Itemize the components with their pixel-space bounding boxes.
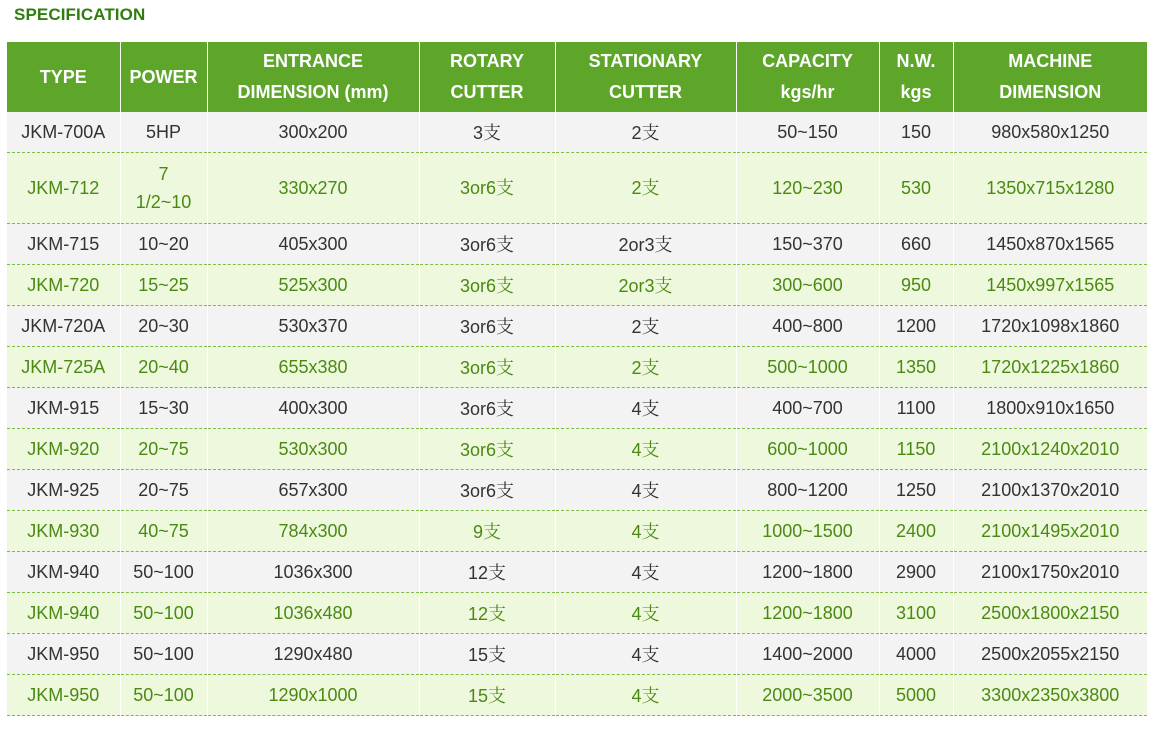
cell-entrance-dimension: 657x300 <box>207 470 419 511</box>
cell-machine-dimension: 980x580x1250 <box>953 112 1147 153</box>
table-row <box>7 593 1147 634</box>
cell-stationary-cutter: 2支 <box>555 112 736 153</box>
cell-machine-dimension: 2500x2055x2150 <box>953 634 1147 675</box>
header-row <box>7 42 1147 112</box>
cell-rotary-cutter: 3or6支 <box>419 306 555 347</box>
cell-rotary-cutter: 3or6支 <box>419 153 555 224</box>
cell-machine-dimension: 2100x1240x2010 <box>953 429 1147 470</box>
cell-capacity: 800~1200 <box>736 470 879 511</box>
cell-stationary-cutter: 4支 <box>555 470 736 511</box>
cell-entrance-dimension: 530x370 <box>207 306 419 347</box>
cell-rotary-cutter: 3or6支 <box>419 265 555 306</box>
table-row <box>7 675 1147 716</box>
table-row <box>7 388 1147 429</box>
cell-net-weight: 1150 <box>879 429 953 470</box>
cell-rotary-cutter: 3or6支 <box>419 429 555 470</box>
cell-rotary-cutter: 12支 <box>419 593 555 634</box>
cell-net-weight: 2400 <box>879 511 953 552</box>
cell-rotary-cutter: 3or6支 <box>419 347 555 388</box>
cell-stationary-cutter: 2支 <box>555 306 736 347</box>
table-row <box>7 429 1147 470</box>
cell-capacity: 50~150 <box>736 112 879 153</box>
cell-machine-dimension: 2100x1370x2010 <box>953 470 1147 511</box>
table-row <box>7 306 1147 347</box>
cell-stationary-cutter: 2支 <box>555 153 736 224</box>
cell-capacity: 1200~1800 <box>736 552 879 593</box>
specification-table <box>7 42 1147 716</box>
cell-machine-dimension: 1350x715x1280 <box>953 153 1147 224</box>
header-capacity: CAPACITY kgs/hr <box>736 42 879 112</box>
cell-entrance-dimension: 1290x1000 <box>207 675 419 716</box>
cell-type: JKM-725A <box>7 347 120 388</box>
table-row <box>7 224 1147 265</box>
cell-power: 20~40 <box>120 347 207 388</box>
header-stationary-cutter: STATIONARY CUTTER <box>555 42 736 112</box>
cell-machine-dimension: 1720x1098x1860 <box>953 306 1147 347</box>
cell-rotary-cutter: 9支 <box>419 511 555 552</box>
cell-power: 50~100 <box>120 675 207 716</box>
cell-stationary-cutter: 4支 <box>555 511 736 552</box>
cell-capacity: 300~600 <box>736 265 879 306</box>
cell-power: 5HP <box>120 112 207 153</box>
page-title: SPECIFICATION <box>14 5 146 24</box>
cell-capacity: 1400~2000 <box>736 634 879 675</box>
cell-net-weight: 5000 <box>879 675 953 716</box>
cell-net-weight: 530 <box>879 153 953 224</box>
header-rotary-cutter: ROTARY CUTTER <box>419 42 555 112</box>
cell-net-weight: 3100 <box>879 593 953 634</box>
cell-capacity: 1200~1800 <box>736 593 879 634</box>
cell-rotary-cutter: 3支 <box>419 112 555 153</box>
table-body <box>7 112 1147 716</box>
cell-stationary-cutter: 4支 <box>555 634 736 675</box>
cell-type: JKM-940 <box>7 552 120 593</box>
cell-type: JKM-915 <box>7 388 120 429</box>
cell-rotary-cutter: 15支 <box>419 675 555 716</box>
cell-entrance-dimension: 530x300 <box>207 429 419 470</box>
header-power: POWER <box>120 42 207 112</box>
table-row <box>7 112 1147 153</box>
cell-rotary-cutter: 3or6支 <box>419 224 555 265</box>
cell-power: 15~25 <box>120 265 207 306</box>
cell-stationary-cutter: 4支 <box>555 552 736 593</box>
cell-net-weight: 1350 <box>879 347 953 388</box>
cell-power: 50~100 <box>120 552 207 593</box>
table-row <box>7 511 1147 552</box>
cell-machine-dimension: 2100x1750x2010 <box>953 552 1147 593</box>
cell-type: JKM-920 <box>7 429 120 470</box>
cell-machine-dimension: 1450x997x1565 <box>953 265 1147 306</box>
cell-net-weight: 1100 <box>879 388 953 429</box>
cell-entrance-dimension: 1036x480 <box>207 593 419 634</box>
cell-machine-dimension: 1450x870x1565 <box>953 224 1147 265</box>
cell-power: 20~30 <box>120 306 207 347</box>
cell-entrance-dimension: 330x270 <box>207 153 419 224</box>
cell-power: 10~20 <box>120 224 207 265</box>
cell-type: JKM-930 <box>7 511 120 552</box>
cell-power: 40~75 <box>120 511 207 552</box>
table-row <box>7 347 1147 388</box>
cell-net-weight: 1250 <box>879 470 953 511</box>
cell-net-weight: 4000 <box>879 634 953 675</box>
cell-stationary-cutter: 4支 <box>555 429 736 470</box>
cell-stationary-cutter: 2or3支 <box>555 224 736 265</box>
header-entrance-dimension: ENTRANCE DIMENSION (mm) <box>207 42 419 112</box>
table-row <box>7 265 1147 306</box>
cell-stationary-cutter: 2支 <box>555 347 736 388</box>
cell-entrance-dimension: 525x300 <box>207 265 419 306</box>
cell-capacity: 1000~1500 <box>736 511 879 552</box>
cell-type: JKM-700A <box>7 112 120 153</box>
cell-capacity: 2000~3500 <box>736 675 879 716</box>
cell-type: JKM-712 <box>7 153 120 224</box>
cell-machine-dimension: 3300x2350x3800 <box>953 675 1147 716</box>
cell-power: 7 1/2~10 <box>120 153 207 224</box>
cell-entrance-dimension: 300x200 <box>207 112 419 153</box>
table-row <box>7 634 1147 675</box>
cell-power: 50~100 <box>120 593 207 634</box>
cell-rotary-cutter: 3or6支 <box>419 388 555 429</box>
cell-entrance-dimension: 1036x300 <box>207 552 419 593</box>
cell-type: JKM-720A <box>7 306 120 347</box>
cell-power: 50~100 <box>120 634 207 675</box>
cell-rotary-cutter: 15支 <box>419 634 555 675</box>
cell-net-weight: 1200 <box>879 306 953 347</box>
cell-stationary-cutter: 4支 <box>555 593 736 634</box>
cell-capacity: 400~800 <box>736 306 879 347</box>
cell-stationary-cutter: 2or3支 <box>555 265 736 306</box>
cell-power: 15~30 <box>120 388 207 429</box>
cell-power: 20~75 <box>120 470 207 511</box>
cell-type: JKM-720 <box>7 265 120 306</box>
cell-power: 20~75 <box>120 429 207 470</box>
cell-stationary-cutter: 4支 <box>555 675 736 716</box>
cell-type: JKM-940 <box>7 593 120 634</box>
header-net-weight: N.W. kgs <box>879 42 953 112</box>
header-type: TYPE <box>7 42 120 112</box>
table-row <box>7 470 1147 511</box>
cell-type: JKM-950 <box>7 675 120 716</box>
cell-capacity: 150~370 <box>736 224 879 265</box>
cell-capacity: 400~700 <box>736 388 879 429</box>
cell-entrance-dimension: 1290x480 <box>207 634 419 675</box>
cell-machine-dimension: 2500x1800x2150 <box>953 593 1147 634</box>
cell-entrance-dimension: 400x300 <box>207 388 419 429</box>
cell-machine-dimension: 1720x1225x1860 <box>953 347 1147 388</box>
table-row <box>7 552 1147 593</box>
cell-capacity: 600~1000 <box>736 429 879 470</box>
cell-type: JKM-925 <box>7 470 120 511</box>
cell-rotary-cutter: 12支 <box>419 552 555 593</box>
cell-capacity: 120~230 <box>736 153 879 224</box>
cell-rotary-cutter: 3or6支 <box>419 470 555 511</box>
cell-net-weight: 150 <box>879 112 953 153</box>
cell-stationary-cutter: 4支 <box>555 388 736 429</box>
cell-type: JKM-715 <box>7 224 120 265</box>
cell-machine-dimension: 1800x910x1650 <box>953 388 1147 429</box>
cell-machine-dimension: 2100x1495x2010 <box>953 511 1147 552</box>
cell-entrance-dimension: 405x300 <box>207 224 419 265</box>
cell-entrance-dimension: 655x380 <box>207 347 419 388</box>
cell-type: JKM-950 <box>7 634 120 675</box>
cell-capacity: 500~1000 <box>736 347 879 388</box>
cell-entrance-dimension: 784x300 <box>207 511 419 552</box>
cell-net-weight: 660 <box>879 224 953 265</box>
cell-net-weight: 950 <box>879 265 953 306</box>
table-row <box>7 153 1147 224</box>
cell-net-weight: 2900 <box>879 552 953 593</box>
header-machine-dimension: MACHINE DIMENSION <box>953 42 1147 112</box>
